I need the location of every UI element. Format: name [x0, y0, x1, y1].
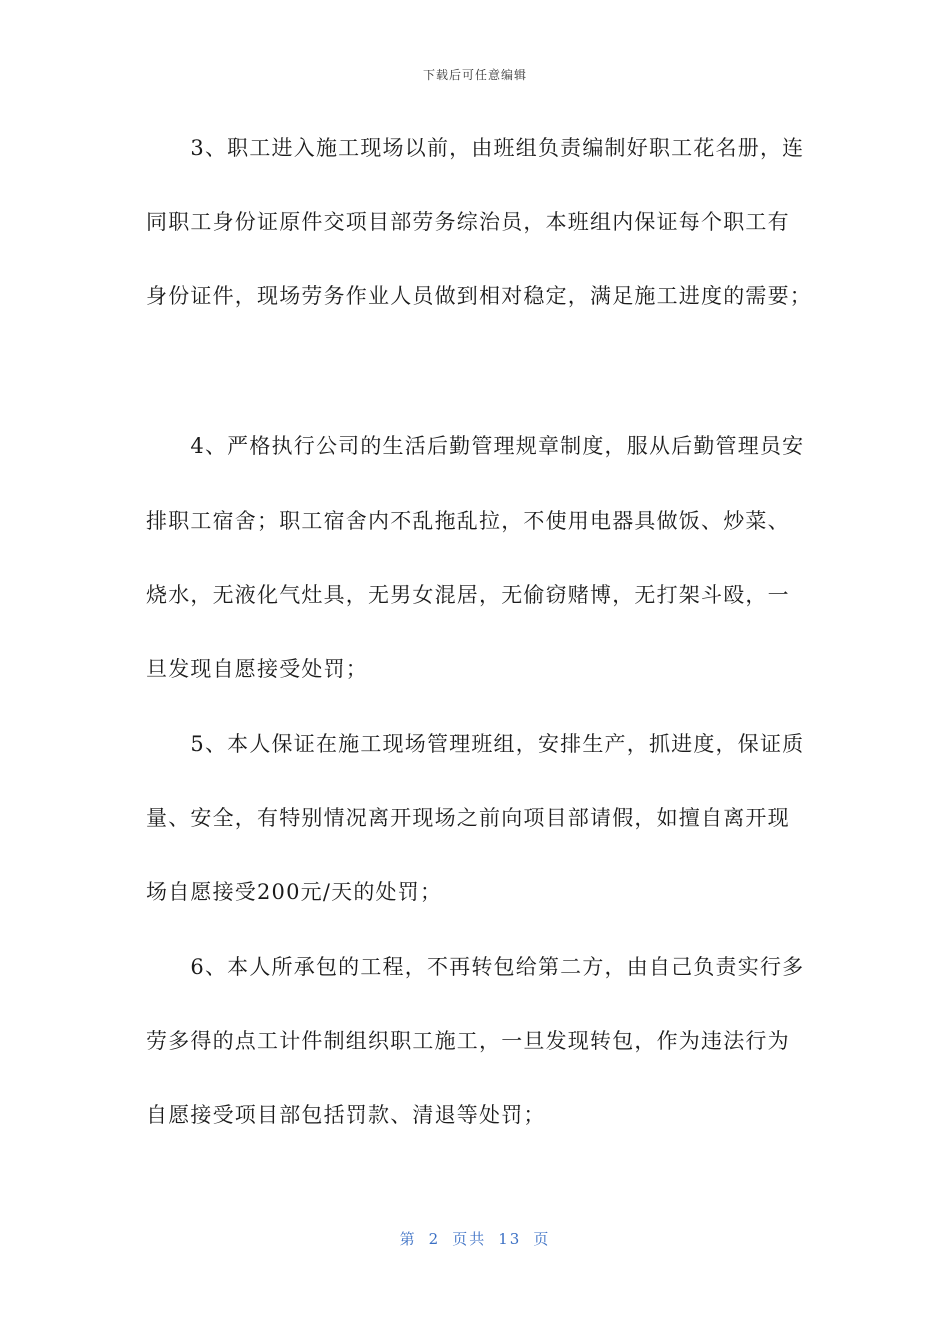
page-header: 下载后可任意编辑: [422, 68, 527, 82]
paragraph-5-line-3: 场自愿接受200元/天的处罚；: [146, 880, 443, 904]
footer-total-pages: 13: [498, 1230, 522, 1248]
paragraph-5-line-2: 量、安全，有特别情况离开现场之前向项目部请假，如擅自离开现: [146, 806, 790, 830]
footer-middle: 页共: [452, 1230, 487, 1248]
footer-suffix: 页: [533, 1230, 551, 1248]
paragraph-4-line-1: 4、严格执行公司的生活后勤管理规章制度，服从后勤管理员安: [146, 434, 805, 458]
footer-prefix: 第: [399, 1230, 417, 1248]
paragraph-6-line-2: 劳多得的点工计件制组织职工施工，一旦发现转包，作为违法行为: [146, 1029, 790, 1053]
paragraph-3-line-3: 身份证件，现场劳务作业人员做到相对稳定，满足施工进度的需要；: [146, 284, 812, 308]
page-footer: [0, 1228, 950, 1249]
paragraph-4-line-4: 旦发现自愿接受处罚；: [146, 657, 368, 681]
footer-current-page: 2: [428, 1230, 441, 1248]
paragraph-3-line-2: 同职工身份证原件交项目部劳务综治员，本班组内保证每个职工有: [146, 210, 790, 234]
paragraph-5-line-1: 5、本人保证在施工现场管理班组，安排生产，抓进度，保证质: [146, 732, 805, 756]
paragraph-6-line-1: 6、本人所承包的工程，不再转包给第二方，由自己负责实行多: [146, 955, 805, 979]
paragraph-4-line-2: 排职工宿舍；职工宿舍内不乱拖乱拉，不使用电器具做饭、炒菜、: [146, 509, 790, 533]
paragraph-3-line-1: 3、职工进入施工现场以前，由班组负责编制好职工花名册，连: [146, 136, 805, 160]
paragraph-6-line-3: 自愿接受项目部包括罚款、清退等处罚；: [146, 1103, 546, 1127]
paragraph-4-line-3: 烧水，无液化气灶具，无男女混居，无偷窃赌博，无打架斗殴，一: [146, 583, 790, 607]
